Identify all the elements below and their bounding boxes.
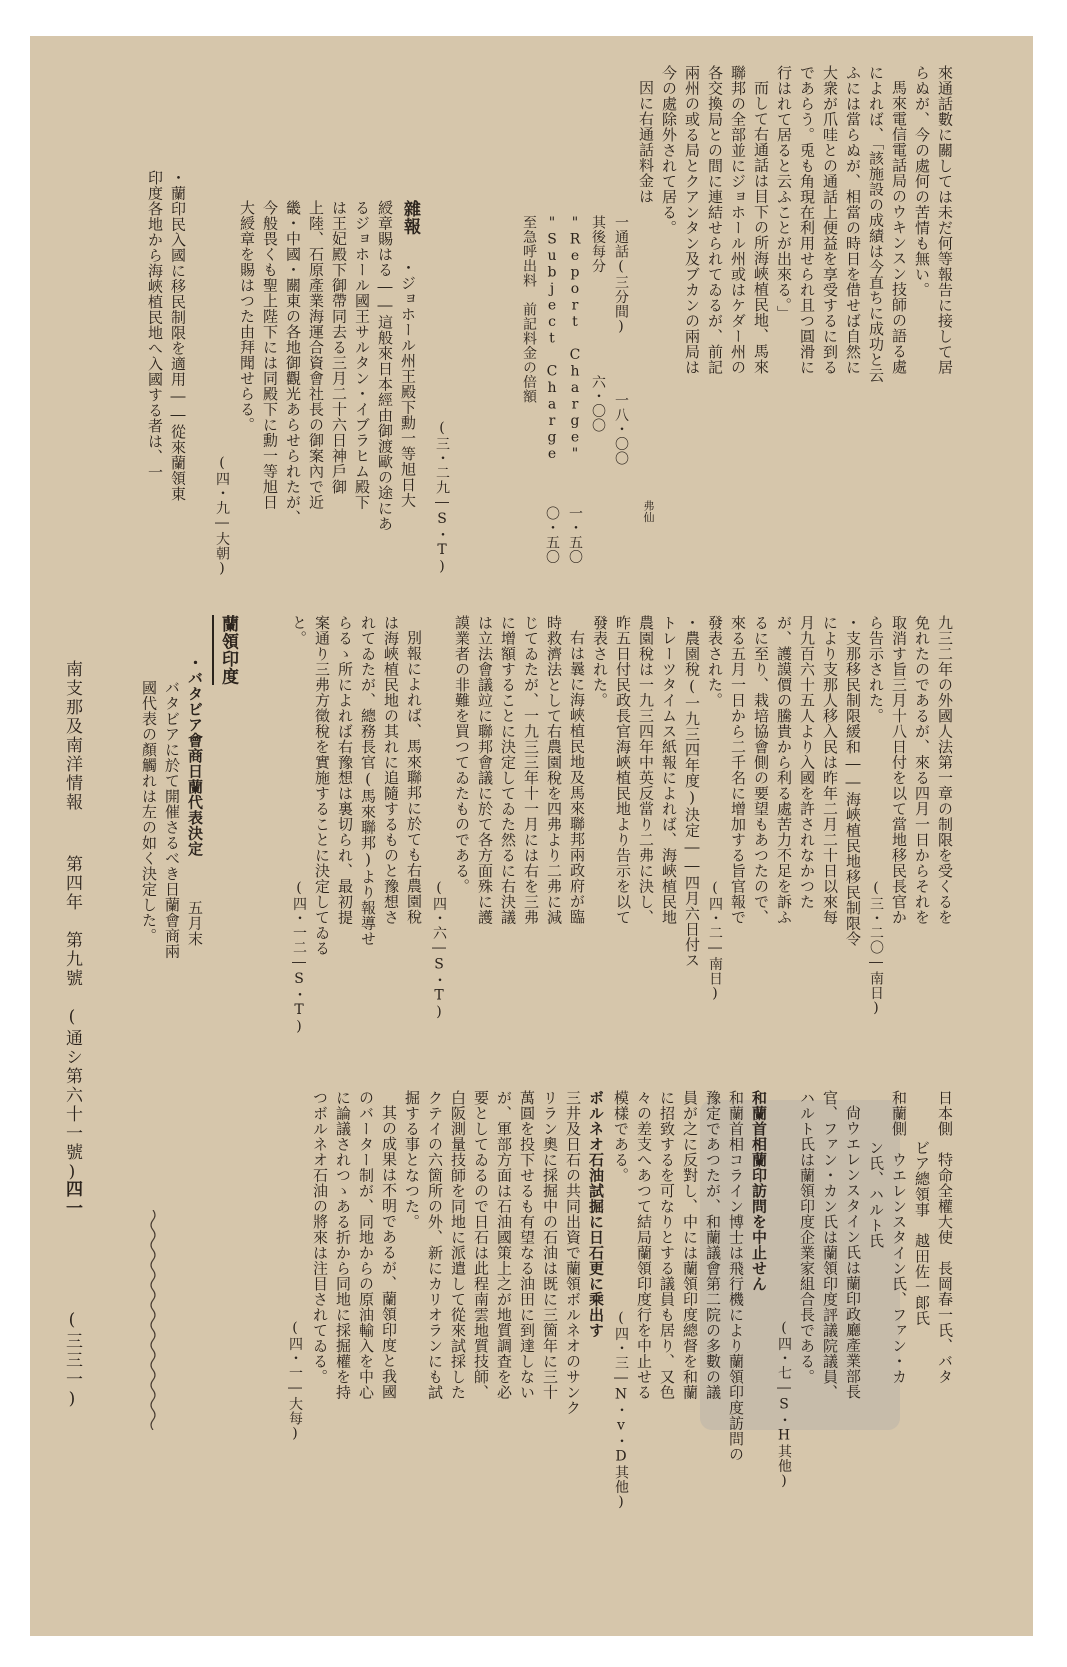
text-line: のバーター制が、同地からの原油輸入を中心 (357, 1090, 375, 1400)
text-line: は海峽植民地の其れに追隨するものと豫想さ (382, 615, 400, 925)
currency-unit: 弗仙 (642, 500, 655, 523)
rate-line: "Report Charge" 一・五〇 (567, 215, 583, 564)
text-line: るジョホール國王サルタン・イブラヒム殿下 (353, 200, 371, 510)
text-line: 員が之に反對し、中には蘭領印度總督を和蘭 (681, 1090, 699, 1400)
text-line: 畿・中國・關東の各地御觀光あらせられたが、 (284, 200, 302, 526)
text-line: 來る五月一日から二千名に增加する旨官報で (729, 615, 747, 925)
text-line: 農園稅は一九三四年中英反當り二弗に決し、 (637, 615, 655, 925)
text-line: 因に右通話料金は (637, 80, 655, 204)
text-line: 取消す旨三月十八日付を以て當地移民長官か (890, 615, 908, 925)
text-line: 官、ファン・カン氏は蘭領印度評議院議員、 (821, 1090, 839, 1400)
text-line: ・ジョホール州王殿下勳一等旭日大 (399, 260, 417, 508)
text-line: 和蘭側 ウエレンスタイン氏、ファン・カ (890, 1090, 908, 1385)
text-line: ら告示された。 (867, 615, 885, 724)
text-line: 而して右通話は目下の所海峽植民地、馬來 (752, 80, 770, 375)
issue-info: 第四年 第九號 (通シ第六十一號) (62, 855, 82, 1184)
text-line: 發表された。 (591, 615, 609, 708)
text-line: 馬來電信電話局のウキンスン技師の語る處 (890, 80, 908, 375)
date-note: 五月末 (186, 900, 204, 947)
text-line: ・支那移民制限緩和――海峽植民地移民制限令 (844, 615, 862, 947)
text-line: と。 (290, 615, 308, 646)
text-line: であらう。兎も角現在利用せられ且つ圓滑に (798, 65, 816, 375)
text-line: 今の處除外されて居る。 (660, 65, 678, 236)
text-line: 要としてゐるので日石は此程南雲地質技師、 (472, 1090, 490, 1400)
source-note: (四・六―S・T) (431, 880, 447, 1021)
text-line: は立法會議竝に聯邦會議に於て各方面殊に護 (476, 615, 494, 925)
text-line: 上陸、石原產業海運合資會社長の御案內で近 (307, 200, 325, 510)
rate-line: 至急呼出料 前記料金の倍額 (521, 215, 537, 404)
text-line: ・蘭印民入國に移民制限を適用――從來蘭領東 (169, 170, 187, 502)
text-line: 掘する事となつた。 (403, 1090, 421, 1230)
text-line: らぬが、今の處何の苦情も無い。 (913, 65, 931, 298)
text-line: 右は曩に海峽植民地及馬來聯邦兩政府が臨 (568, 630, 586, 925)
text-line: 白阪測量技師を同地に派遣して從來試採した (449, 1090, 467, 1400)
text-line: らるゝ所によれば右豫想は裏切られ、最初提 (336, 615, 354, 925)
text-line: れてゐたが、總務長官(馬來聯邦)より報導せ (359, 615, 377, 947)
text-line: つボルネオ石油の將來は注目されてゐる。 (311, 1090, 329, 1385)
text-line: に論議されつゝある折から同地に採掘權を持 (334, 1090, 352, 1400)
text-line: によれば、「該施設の成績は今直ちに成功と云 (867, 65, 885, 383)
text-line: 昨五日付民政長官海峽植民地より告示を以て (614, 615, 632, 925)
text-line: 時救濟法として右農園稅を四弗より二弗に減 (545, 615, 563, 925)
text-line: 三井及日石の共同出資で蘭領ボルネオのサンク (564, 1090, 582, 1416)
text-line: は王妃殿下御帶同去る三月二十六日神戶御 (330, 200, 348, 495)
text-line: に增額することに決定してゐた然るに右決議 (499, 615, 517, 925)
text-line: トレーツタイムス紙報によれば、海峽植民地 (660, 615, 678, 925)
text-line: が、護謨價の騰貴から利る處苦力不足を訴ふ (775, 615, 793, 925)
text-line: 行はれて居ると云ふことが出來る。」 (775, 65, 793, 321)
page-number: 四一 (62, 1180, 82, 1218)
text-line: ン氏、ハルト氏 (867, 1140, 885, 1249)
text-line: により支那人移入民は昨年二月二十日以來每 (821, 615, 839, 925)
text-line: じてゐたが、一九三三年十一月には右を三弗 (522, 615, 540, 925)
text-line: 萬圓を投下せるも有望なる油田に到達しない (518, 1090, 536, 1400)
wavy-divider (148, 1210, 158, 1430)
text-line: ・農園稅(一九三四年度)決定――四月六日付ス (683, 615, 701, 968)
text-line: るに至り、栽培協會側の要望もあつたので、 (752, 615, 770, 925)
text-line: ビア總領事 越田佐一郞氏 (913, 1140, 931, 1326)
source-note: (四・一二―S・T) (291, 880, 307, 1035)
text-line: 大衆が爪哇との通話上便益を享受するに到る (821, 65, 839, 375)
text-line: バタビアに於て開催さるべき日蘭會商兩 (163, 680, 181, 959)
text-line: 々の差支へあつて結局蘭領印度行を中止せる (635, 1090, 653, 1400)
text-line: 聯邦の全部並にジョホール州或はケダー州の (729, 65, 747, 375)
misc-heading: 雜報 (400, 200, 420, 235)
text-line: 國代表の顏觸れは左の如く決定した。 (140, 680, 158, 944)
text-line: 和蘭首相コライン博士は飛行機により蘭領印度訪問の (727, 1090, 745, 1462)
text-line: 兩州の或る局とクアンタン及ブカンの兩局は (683, 65, 701, 375)
source-note: (三・二九―S・T) (434, 420, 450, 575)
text-line: リラン奧に採掘中の石油は既に三箇年に三十 (541, 1090, 559, 1400)
section-heading: ボルネオ石油試掘に日石更に乘出す (587, 1090, 605, 1338)
text-line: に招致するを可なりとする議員も居り、又色 (658, 1090, 676, 1400)
rate-line: 其後每分 六・〇〇 (590, 215, 606, 433)
text-line: 印度各地から海峽植民地へ入國する者は、一 (146, 170, 164, 480)
text-line: 日本側 特命全權大使 長岡春一氏、バタ (936, 1090, 954, 1385)
text-line: 豫定であつたが、和蘭議會第二院の多數の議 (704, 1090, 722, 1400)
source-note: (三・二〇―南日) (868, 880, 884, 1017)
text-line: 尙ウエレンスタイン氏は蘭印政廳產業部長 (844, 1105, 862, 1400)
text-line: 免れたのであるが、來る四月一日からそれを (913, 615, 931, 925)
source-note: (四・二―南日) (707, 880, 723, 1002)
source-note: (四・一―大每) (287, 1320, 303, 1442)
text-line: 別報によれば、馬來聯邦に於ても右農園稅 (405, 630, 423, 925)
text-line: 其の成果は不明であるが、蘭領印度と我國 (380, 1105, 398, 1400)
publication-title: 南支那及南洋情報 (62, 660, 82, 812)
text-line: 大綬章を賜はつた由拜聞せらる。 (238, 200, 256, 433)
source-note: (四・九―大朝) (214, 455, 230, 577)
section-heading: 蘭領印度 (212, 615, 241, 685)
text-line: 模樣である。 (612, 1090, 630, 1183)
text-line: 月九百六十五人より入國を許されなかつた (798, 615, 816, 910)
text-line: 謨業者の非難を買つてゐたものである。 (453, 615, 471, 894)
text-line: 九三二年の外國人法第一章の制限を受くるを (936, 615, 954, 925)
text-line: ハルト氏は蘭領印度企業家組合長である。 (798, 1090, 816, 1385)
text-line: 各交換局との間に連結せられてゐるが、前記 (706, 65, 724, 375)
text-line: が、軍部方面は石油國策上之が地質調査を必 (495, 1090, 513, 1400)
text-line: 案通り三弗方徵稅を實施することに決定してゐる (313, 615, 331, 956)
text-line: 來通話數に關しては未だ何等報告に接して居 (936, 65, 954, 375)
text-line: クテイの六箇所の外、新にカリオランにも試 (426, 1090, 444, 1400)
sub-heading: ・バタビア會商日蘭代表決定 (186, 655, 204, 857)
source-note: (四・七―S・H其他) (776, 1320, 792, 1490)
source-note: (四・三―N・v・D其他) (613, 1310, 629, 1511)
rate-line: 一通話(三分間) 一八・〇〇 (613, 215, 629, 466)
section-heading: 和蘭首相蘭印訪問を中止せん (750, 1090, 768, 1292)
text-line: 綬章賜はる――這般來日本經由御渡歐の途にあ (376, 200, 394, 532)
text-line: 今般畏くも聖上陛下には同殿下に勳一等旭日 (261, 200, 279, 510)
page-number-paren: (三三一) (62, 1310, 82, 1411)
text-line: ふには當らぬが、相當の時日を借せば自然に (844, 65, 862, 375)
rate-line: "Subject Charge 〇・五〇 (544, 215, 560, 564)
text-line: 發表された。 (706, 615, 724, 708)
